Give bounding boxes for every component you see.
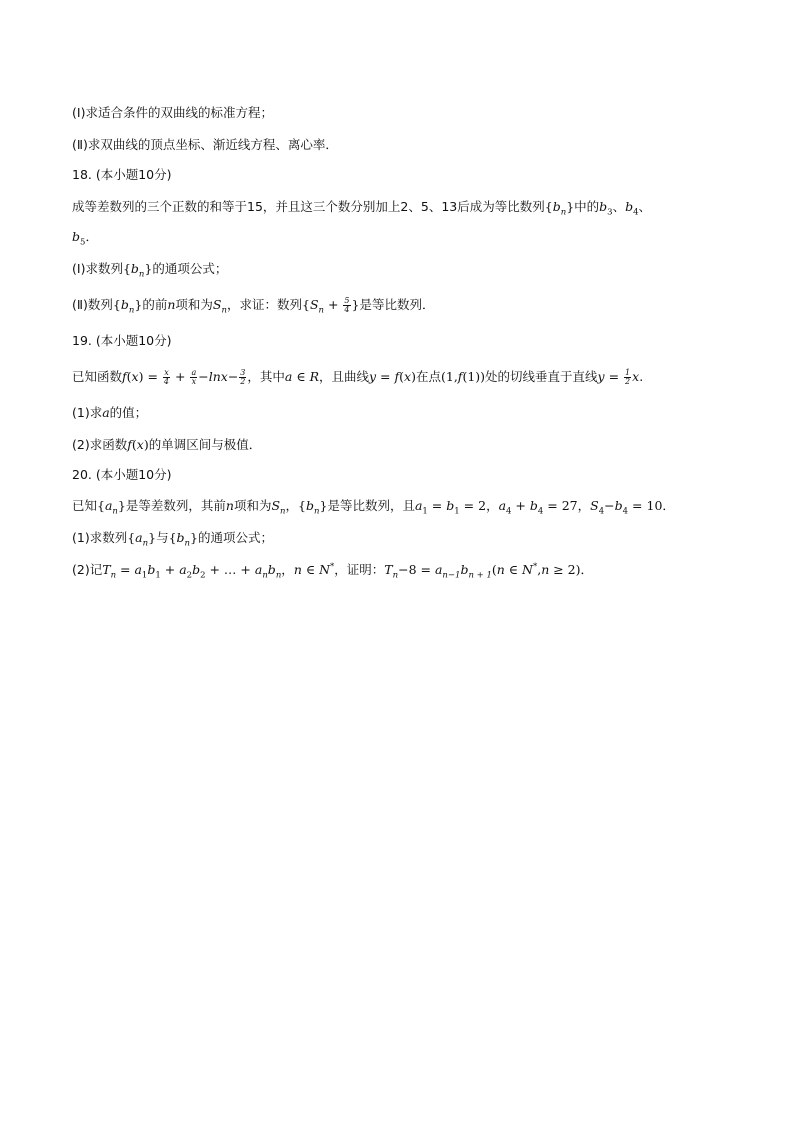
q20-header-text: 20. (本小题10分)	[72, 467, 172, 482]
fraction: $\frac{1}{2}$	[625, 368, 631, 386]
q19-stem-text-2: ，其中	[247, 369, 285, 384]
q19-header-text: 19. (本小题10分)	[72, 333, 172, 348]
q17-part1	[72, 104, 273, 122]
q19-stem-text-3: ，且曲线	[318, 369, 369, 384]
q18-part2-text: (Ⅱ)数列	[72, 297, 113, 312]
q19-part2-text-2: 的单调区间与极值．	[148, 437, 262, 452]
q20-part2-text-2: ，证明：	[334, 562, 385, 577]
q20-stem: 已知$\{a_n\}$是等差数列，其前n项和为$S_n$，$\{b_n\}$是等比数列，且$a_1 = b_1 = 2$，$a_4 + b_4 = 27$，$S_4-b_4 = 10$．	[72, 498, 675, 517]
q18-part2: (Ⅱ)数列$\{b_n\}$的前n项和为$S_n$，求证：数列{$S_n$ + $\frac{5}{4}$ }是等比数列．	[72, 296, 435, 316]
q20-part1-text: (1)求数列	[72, 530, 128, 545]
q19-stem: 已知函数f(x) = $\frac{x}{4}$ + $\frac{a}{x}$ −lnx− $\frac{3}{2}$ ，其中a ∈ R，且曲线y = f(x)在点(1,f(1))处的切线垂直于直线y = $\frac{1}{2}$ x.	[72, 368, 644, 386]
q18-stem-cont: $b_5$．	[72, 229, 98, 248]
q19-stem-text-5: 处的切线垂直于直线	[485, 369, 598, 384]
q20-part1-text-2: 与	[156, 530, 169, 545]
q19-header	[72, 332, 172, 350]
q20-part1-text-3: 的通项公式；	[197, 530, 273, 545]
q18-part2-text-2: 的前	[142, 297, 168, 312]
fraction: $\frac{a}{x}$	[191, 368, 197, 386]
q19-part2: (2)求函数f(x)的单调区间与极值．	[72, 437, 262, 452]
q17-part1-text: (Ⅰ)求适合条件的双曲线的标准方程；	[72, 105, 273, 120]
q17-part2	[72, 136, 338, 154]
q20-stem-text: 已知	[72, 498, 98, 513]
q18-stem-text: 成等差数列的三个正数的和等于15，并且这三个数分别加上2、5、13后成为等比数列	[72, 199, 545, 214]
q20-header	[72, 466, 172, 484]
q18-header-text: 18. (本小题10分)	[72, 167, 172, 182]
fraction: $\frac{5}{4}$	[344, 296, 350, 314]
q18-part1-text: (Ⅰ)求数列	[72, 261, 123, 276]
q20-part2: (2)记$T_n = a_1b_1 + a_2b_2$ + … + $a_nb_n$，n ∈ N*，证明：$T_n-8 = a_{n-1}b_{n + 1}(n$ ∈ N*,n ≥ 2)．	[72, 561, 594, 581]
q18-part1-text-2: 的通项公式；	[152, 261, 228, 276]
q20-stem-text-4: ，	[285, 498, 299, 513]
q18-part2-text-5: 是等比数列．	[359, 297, 435, 312]
q19-stem-text-4: 在点	[415, 369, 441, 384]
q19-part1-text-2: 的值；	[109, 405, 148, 420]
q19-part1: (1)求a的值；	[72, 405, 148, 420]
q18-part2-text-4: ，求证：数列	[226, 297, 302, 312]
q18-part2-text-3: 项和为	[175, 297, 213, 312]
q19-part1-text: (1)求	[72, 405, 103, 420]
q18-header	[72, 166, 172, 184]
q20-stem-text-5: 是等比数列，且	[327, 498, 415, 513]
q20-stem-text-2: 是等差数列，其前	[125, 498, 226, 513]
fraction: $\frac{3}{2}$	[240, 368, 246, 386]
q18-stem: 成等差数列的三个正数的和等于15，并且这三个数分别加上2、5、13后成为等比数列$\{b_n\}$中的$b_3$、$b_4$、	[72, 199, 652, 218]
q20-part1: (1)求数列$\{a_n\}$与$\{b_n\}$的通项公式；	[72, 530, 273, 549]
q20-stem-text-3: 项和为	[233, 498, 272, 513]
q18-part1: (Ⅰ)求数列$\{b_n\}$的通项公式；	[72, 261, 228, 280]
fraction: $\frac{x}{4}$	[163, 368, 170, 386]
q20-part2-text: (2)记	[72, 562, 103, 577]
q19-part2-text: (2)求函数	[72, 437, 128, 452]
q17-part2-text: (Ⅱ)求双曲线的顶点坐标、渐近线方程、离心率．	[72, 137, 338, 152]
q18-stem-text-2: 中的	[574, 199, 600, 214]
q19-stem-text: 已知函数	[72, 369, 123, 384]
